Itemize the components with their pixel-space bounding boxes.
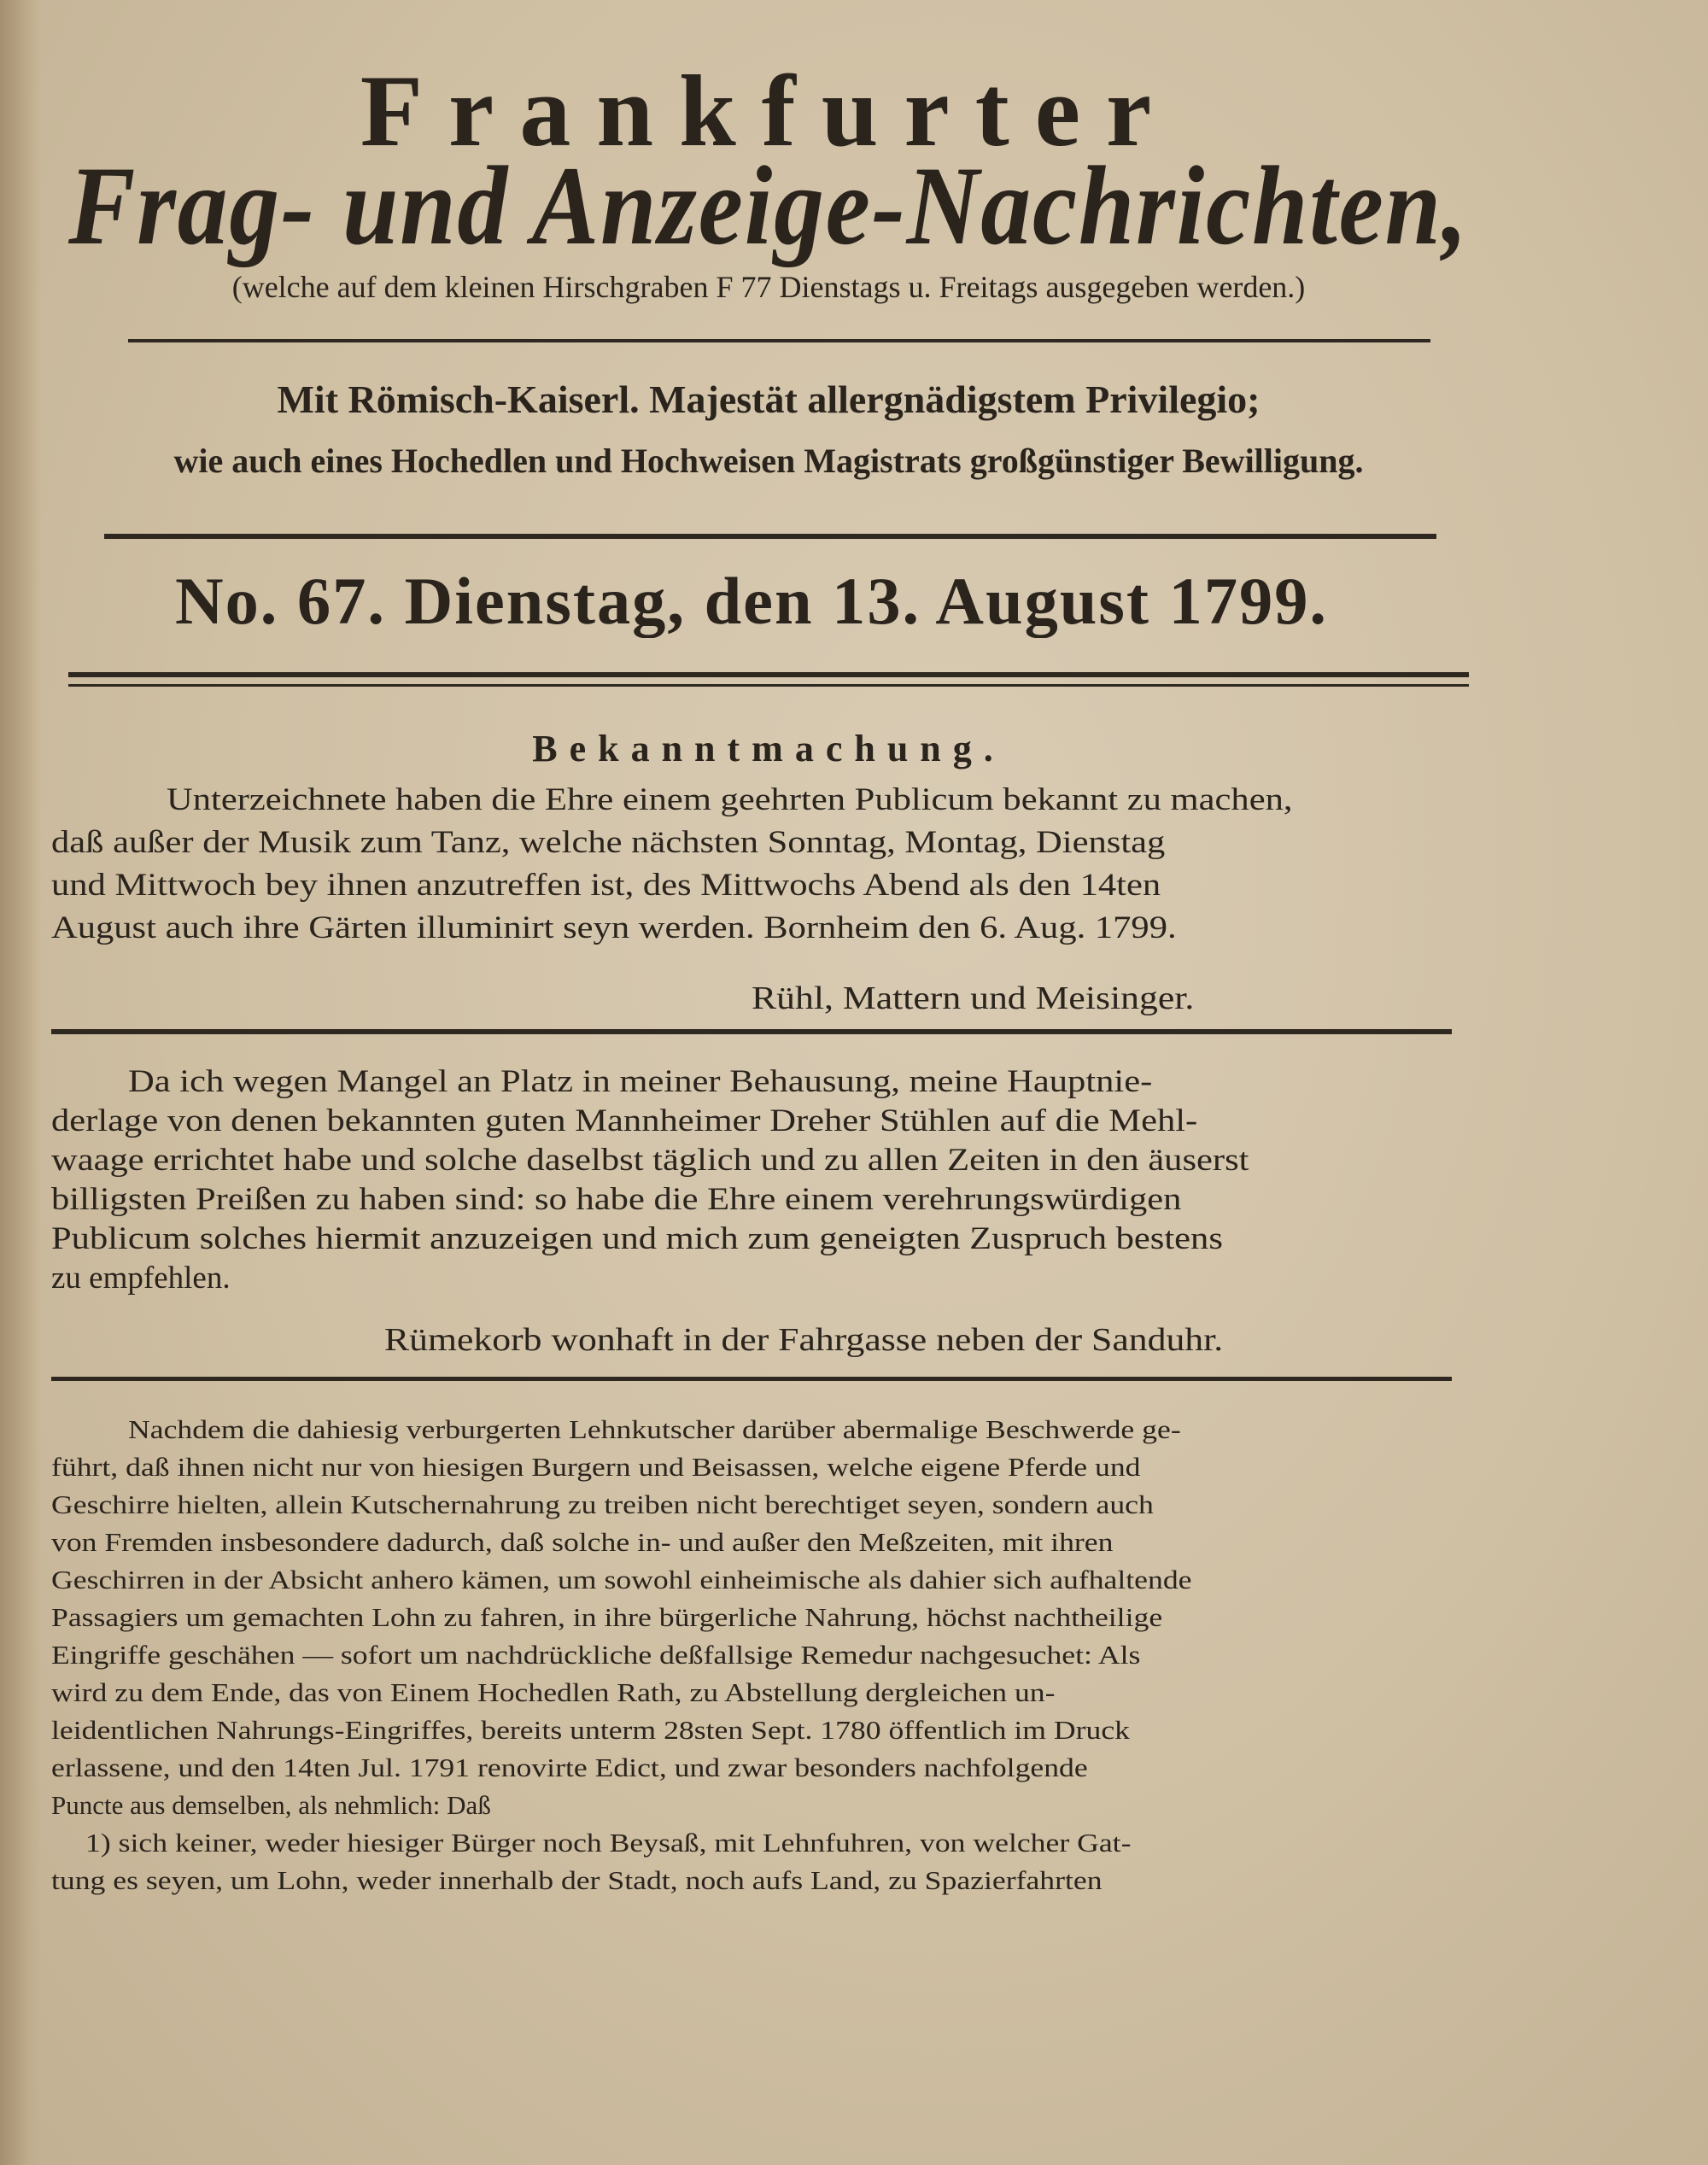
- text-line: Eingriffe geschähen — sofort um nachdrückliche deßfallsige Remedur nachgesuchet: Als: [51, 1640, 1141, 1670]
- notice-signature: Rümekorb wonhaft in der Fahrgasse neben der Sanduhr.: [384, 1322, 1224, 1358]
- text-line: derlage von denen bekannten guten Mannheimer Dreher Stühlen auf die Mehl-: [51, 1103, 1198, 1138]
- text-line: Publicum solches hiermit anzuzeigen und mich zum geneigten Zuspruch bestens: [51, 1221, 1223, 1256]
- masthead-title-line1: Frankfurter: [360, 54, 1178, 167]
- text-line: 1) sich keiner, weder hiesiger Bürger noch Beysaß, mit Lehnfuhren, von welcher Gat-: [85, 1828, 1132, 1858]
- issue-number-date: No. 67. Dienstag, den 13. August 1799.: [175, 564, 1328, 638]
- privilege-line2: wie auch eines Hochedlen und Hochweisen Magistrats großgünstiger Bewilligung.: [173, 442, 1364, 480]
- double-rule-top: [68, 672, 1469, 677]
- privilege-line1: Mit Römisch-Kaiserl. Majestät allergnädigstem Privilegio;: [277, 377, 1261, 421]
- divider-rule: [51, 1029, 1452, 1034]
- text-line: billigsten Preißen zu haben sind: so habe die Ehre einem verehrungswürdigen: [51, 1182, 1182, 1217]
- masthead-subtitle: (welche auf dem kleinen Hirschgraben F 77 Dienstags u. Freitags ausgegeben werden.): [231, 270, 1306, 304]
- page-binding-edge: [0, 0, 41, 2165]
- text-line: wird zu dem Ende, das von Einem Hochedlen Rath, zu Abstellung dergleichen un-: [51, 1677, 1056, 1707]
- text-line: Passagiers um gemachten Lohn zu fahren, in ihre bürgerliche Nahrung, höchst nachtheilige: [51, 1602, 1163, 1632]
- text-line: leidentlichen Nahrungs-Eingriffes, bereits unterm 28sten Sept. 1780 öffentlich im Druck: [51, 1715, 1130, 1745]
- double-rule-bottom: [68, 684, 1469, 687]
- notice-signature: Rühl, Mattern und Meisinger.: [752, 980, 1195, 1016]
- text-line: führt, daß ihnen nicht nur von hiesigen Burgern und Beisassen, welche eigene Pferde und: [51, 1452, 1141, 1482]
- divider-rule: [104, 534, 1436, 539]
- text-line: Da ich wegen Mangel an Platz in meiner Behausung, meine Hauptnie-: [128, 1064, 1153, 1099]
- text-line: Geschirre hielten, allein Kutschernahrung zu treiben nicht berechtiget seyen, sondern auch: [51, 1489, 1154, 1519]
- text-line: Unterzeichnete haben die Ehre einem geehrten Publicum bekannt zu machen,: [167, 782, 1293, 817]
- text-line: daß außer der Musik zum Tanz, welche nächsten Sonntag, Montag, Dienstag: [51, 825, 1166, 860]
- divider-rule: [128, 339, 1430, 342]
- masthead-title-line2: Frag- und Anzeige-Nachrichten,: [68, 143, 1469, 268]
- text-line: und Mittwoch bey ihnen anzutreffen ist, des Mittwochs Abend als den 14ten: [51, 868, 1161, 903]
- text-line: Puncte aus demselben, als nehmlich: Daß: [51, 1790, 491, 1820]
- text-line: von Fremden insbesondere dadurch, daß solche in- und außer den Meßzeiten, mit ihren: [51, 1527, 1114, 1557]
- text-line: erlassene, und den 14ten Jul. 1791 renovirte Edict, und zwar besonders nachfolgende: [51, 1752, 1088, 1782]
- text-line: August auch ihre Gärten illuminirt seyn werden. Bornheim den 6. Aug. 1799.: [51, 910, 1177, 945]
- divider-rule: [51, 1377, 1452, 1381]
- text-line: tung es seyen, um Lohn, weder innerhalb der Stadt, noch aufs Land, zu Spazierfahrten: [51, 1865, 1103, 1895]
- text-line: zu empfehlen.: [51, 1261, 231, 1296]
- notice-heading: Bekanntmachung.: [532, 728, 1005, 769]
- text-line: Nachdem die dahiesig verburgerten Lehnkutscher darüber abermalige Beschwerde ge-: [128, 1414, 1181, 1444]
- text-line: Geschirren in der Absicht anhero kämen, um sowohl einheimische als dahier sich aufhaltende: [51, 1565, 1192, 1594]
- text-line: waage errichtet habe und solche daselbst täglich und zu allen Zeiten in den äuserst: [51, 1143, 1249, 1178]
